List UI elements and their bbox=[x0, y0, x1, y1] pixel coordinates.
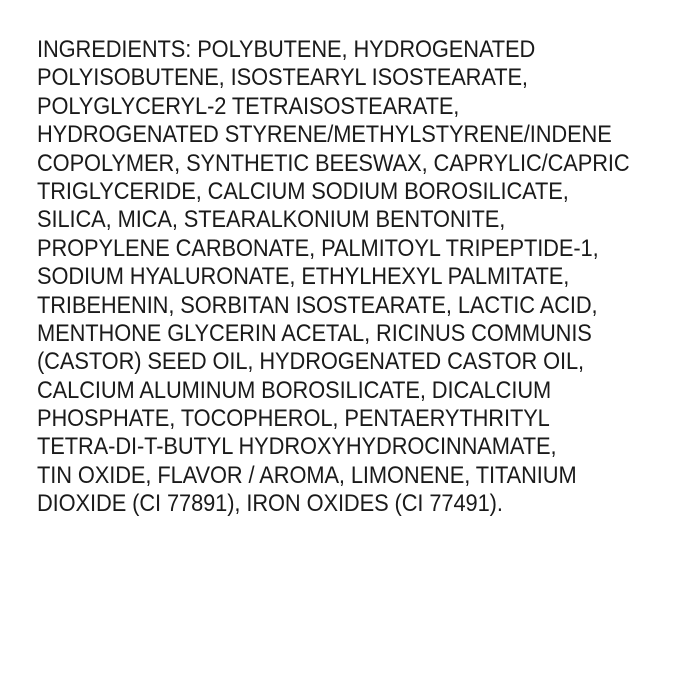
ingredient-line: COPOLYMER, SYNTHETIC BEESWAX, CAPRYLIC/CAPRIC bbox=[37, 149, 630, 177]
ingredient-line: MENTHONE GLYCERIN ACETAL, RICINUS COMMUNIS bbox=[37, 319, 592, 347]
ingredient-line: POLYISOBUTENE, ISOSTEARYL ISOSTEARATE, bbox=[37, 64, 528, 92]
ingredient-line: CALCIUM ALUMINUM BOROSILICATE, DICALCIUM bbox=[37, 376, 552, 404]
ingredient-line: TRIGLYCERIDE, CALCIUM SODIUM BOROSILICATE, bbox=[37, 177, 569, 205]
ingredient-line: TRIBEHENIN, SORBITAN ISOSTEARATE, LACTIC ACID, bbox=[37, 291, 598, 319]
ingredient-line: INGREDIENTS: POLYBUTENE, HYDROGENATED bbox=[37, 36, 536, 63]
ingredient-line: TETRA-DI-T-BUTYL HYDROXYHYDROCINNAMATE, bbox=[37, 433, 557, 461]
ingredient-line: (CASTOR) SEED OIL, HYDROGENATED CASTOR OIL, bbox=[37, 348, 585, 376]
ingredient-line: PROPYLENE CARBONATE, PALMITOYL TRIPEPTIDE-1, bbox=[37, 234, 599, 262]
ingredients-text-block bbox=[37, 36, 630, 519]
ingredient-line: POLYGLYCERYL-2 TETRAISOSTEARATE, bbox=[37, 92, 460, 120]
ingredient-line: SILICA, MICA, STEARALKONIUM BENTONITE, bbox=[37, 206, 506, 234]
ingredient-line: TIN OXIDE, FLAVOR / AROMA, LIMONENE, TITANIUM bbox=[37, 461, 577, 489]
ingredient-line: HYDROGENATED STYRENE/METHYLSTYRENE/INDENE bbox=[37, 121, 612, 149]
ingredient-line: SODIUM HYALURONATE, ETHYLHEXYL PALMITATE, bbox=[37, 263, 570, 291]
ingredient-line: DIOXIDE (CI 77891), IRON OXIDES (CI 77491). bbox=[37, 490, 503, 518]
ingredient-line: PHOSPHATE, TOCOPHEROL, PENTAERYTHRITYL bbox=[37, 405, 550, 433]
